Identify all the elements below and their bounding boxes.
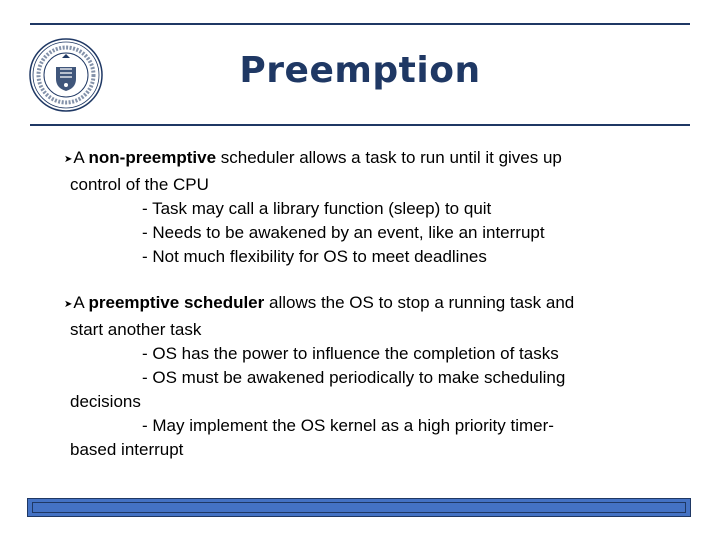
lead-text: A: [73, 293, 89, 312]
paragraph-preemptive: [64, 291, 690, 462]
sub-item: - Task may call a library function (sleep) to quit: [142, 199, 492, 218]
lead-text: A: [73, 148, 89, 167]
title-underline-rule: [30, 124, 690, 126]
bold-term: preemptive scheduler: [88, 293, 265, 312]
sub-item: - OS must be awakened periodically to make scheduling: [142, 368, 566, 387]
slide-title: Preemption: [239, 50, 481, 91]
paragraph-continuation: control of the CPU: [70, 175, 209, 194]
sub-item: - Needs to be awakened by an event, like an interrupt: [142, 223, 545, 242]
footer-bar-inner: [32, 502, 686, 513]
sub-item-continuation: based interrupt: [70, 440, 184, 459]
bold-term: non-preemptive: [88, 148, 217, 167]
arrow-bullet-icon: ➤: [64, 154, 73, 165]
footer-bar: [27, 498, 691, 517]
paragraph-continuation: start another task: [70, 320, 202, 339]
sub-item: - May implement the OS kernel as a high priority timer-: [142, 416, 554, 435]
top-rule: [30, 23, 690, 25]
paragraph-gap: [70, 269, 690, 291]
slide-body: [64, 146, 690, 462]
lead-rest-text: allows the OS to stop a running task and: [264, 293, 575, 312]
paragraph-lead-line: [64, 291, 690, 318]
arrow-bullet-icon: ➤: [64, 299, 73, 310]
paragraph-non-preemptive: [64, 146, 690, 269]
lead-rest-text: scheduler allows a task to run until it gives up: [216, 148, 562, 167]
sub-item-continuation: decisions: [70, 392, 141, 411]
sub-item: - OS has the power to influence the completion of tasks: [142, 344, 559, 363]
sub-item: - Not much flexibility for OS to meet deadlines: [142, 247, 487, 266]
paragraph-lead-line: [64, 146, 690, 173]
